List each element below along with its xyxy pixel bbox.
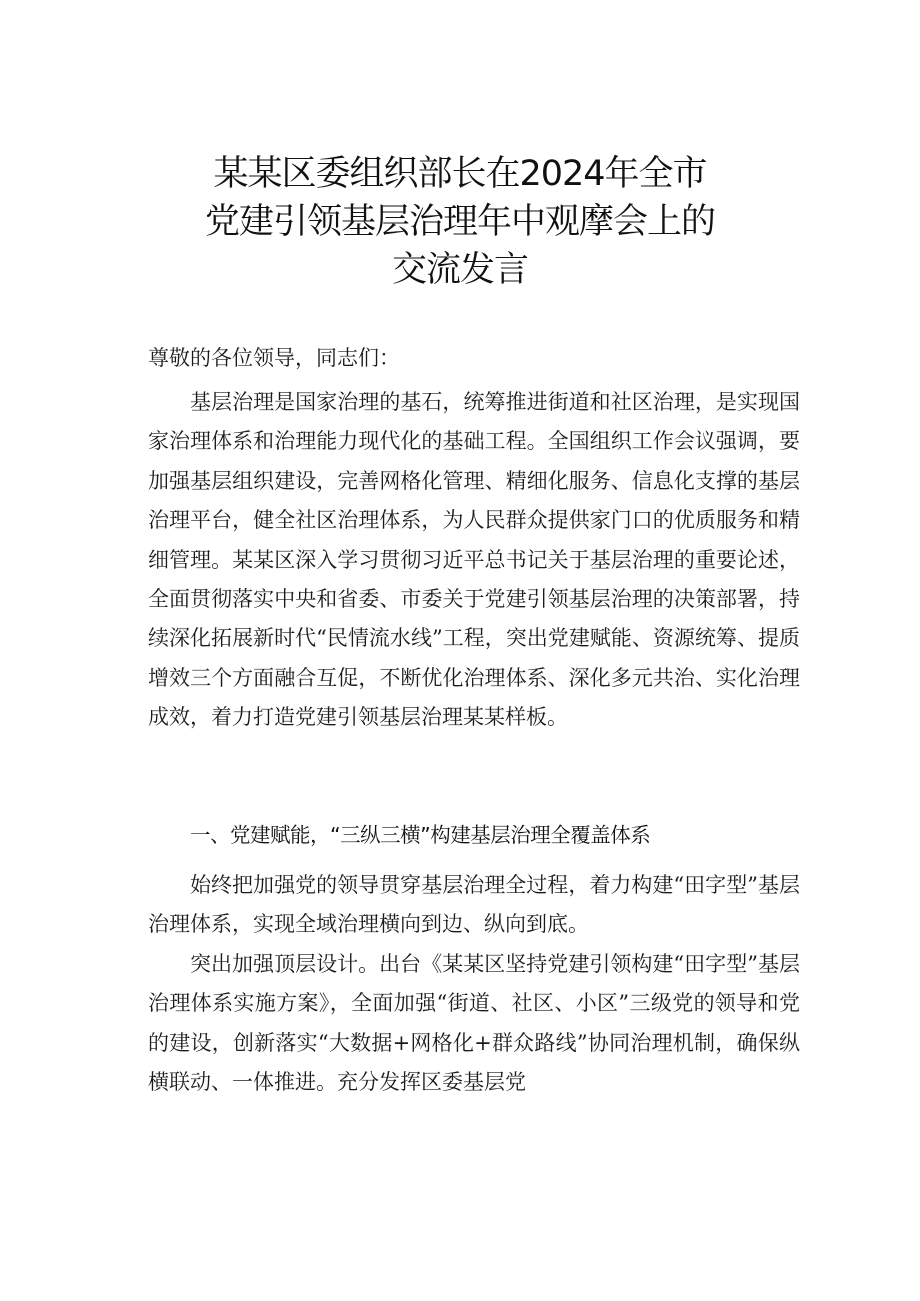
paragraph: 突出加强顶层设计。出台《某某区坚持党建引领构建“田字型”基层治理体系实施方案》，全面加强“街道、社区、小区”三级党的领导和党的建设，创新落实“大数据+网格化+群众路线”协同治理机制，确保纵横联动、一体推进。充分发挥区委基层党 bbox=[148, 952, 800, 1095]
paragraph: 基层治理是国家治理的基石，统筹推进街道和社区治理，是实现国家治理体系和治理能力现代化的基础工程。全国组织工作会议强调，要加强基层组织建设，完善网格化管理、精细化服务、信息化支撑的基层治理平台，健全社区治理体系，为人民群众提供家门口的优质服务和精细管理。某某区深入学习贯彻习近平总书记关于基层治理的重要论述，全面贯彻落实中央和省委、市委关于党建引领基层治理的决策部署，持续深化拓展新时代“民情流水线”工程，突出党建赋能、资源统筹、提质增效三个方面融合互促，不断优化治理体系、深化多元共治、实化治理成效，着力打造党建引领基层治理某某样板。 bbox=[148, 390, 800, 730]
salutation: 尊敬的各位领导，同志们： bbox=[148, 346, 400, 370]
section-heading: 一、党建赋能，“三纵三横”构建基层治理全覆盖体系 bbox=[190, 823, 651, 847]
document-title bbox=[0, 150, 920, 294]
paragraph: 始终把加强党的领导贯穿基层治理全过程，着力构建“田字型”基层治理体系，实现全域治理横向到边、纵向到底。 bbox=[148, 873, 800, 937]
title-line: 某某区委组织部长在2024年全市 bbox=[213, 154, 707, 194]
title-line: 党建引领基层治理年中观摩会上的 bbox=[204, 202, 715, 242]
title-line: 交流发言 bbox=[391, 250, 528, 290]
